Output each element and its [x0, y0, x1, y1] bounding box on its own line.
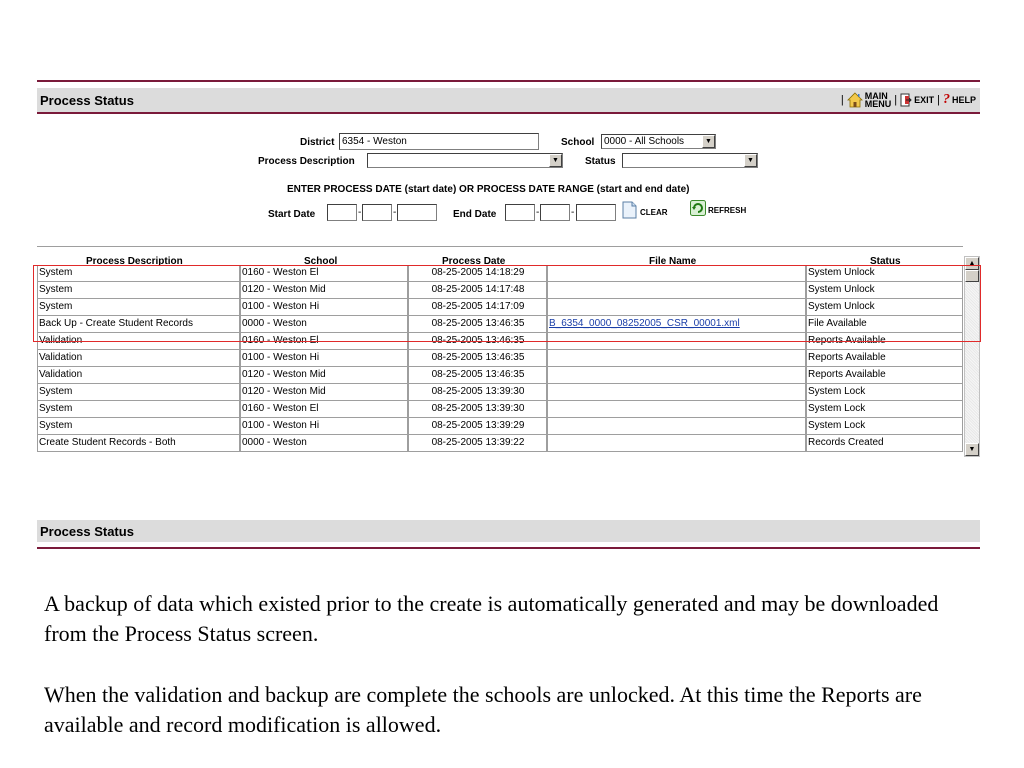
- help-label: HELP: [951, 95, 976, 105]
- footer-bar: [37, 520, 980, 550]
- table-row: [37, 418, 963, 435]
- cell-file-name: [547, 350, 806, 366]
- cell-process-description: Create Student Records - Both: [37, 435, 240, 451]
- cell-status: System Unlock: [806, 265, 963, 281]
- caption-paragraph-2: When the validation and backup are complete the schools are unlocked. At this time the Reports are available and record modification is allowed.: [44, 682, 922, 737]
- main-menu-label-2: MENU: [864, 99, 892, 109]
- header-links: | MAIN MENU | EXIT | ? HELP: [840, 91, 976, 109]
- file-download-link[interactable]: B_6354_0000_08252005_CSR_00001.xml: [549, 318, 740, 329]
- cell-process-description: System: [37, 418, 240, 434]
- cell-file-name: [547, 299, 806, 315]
- footer-title: Process Status: [40, 524, 134, 539]
- cell-file-name: [547, 367, 806, 383]
- filter-panel: District 6354 - Weston School 0000 - All Schools ▼ Process Description ▼ Status ▼ ENTER PROCESS DATE (start date) OR PROCESS DATE RANGE (start and end date) Start Date - - End Date - - CLEAR REFRESH: [0, 0, 1024, 240]
- cell-process-date: 08-25-2005 13:46:35: [408, 333, 547, 349]
- school-label: School: [561, 137, 595, 148]
- cell-school: 0100 - Weston Hi: [240, 418, 408, 434]
- cell-status: Records Created: [806, 435, 963, 451]
- table-row: [37, 401, 963, 418]
- cell-status: System Lock: [806, 384, 963, 400]
- cell-process-date: 08-25-2005 14:18:29: [408, 265, 547, 281]
- process-table: [37, 246, 980, 460]
- caption-paragraph-1: A backup of data which existed prior to the create is automatically generated and may be downloaded from the Process Status screen.: [44, 591, 939, 646]
- status-label: Status: [585, 156, 616, 167]
- cell-school: 0000 - Weston: [240, 435, 408, 451]
- cell-status: Reports Available: [806, 333, 963, 349]
- cell-file-name: [547, 401, 806, 417]
- table-scrollbar[interactable]: [964, 256, 980, 457]
- district-field[interactable]: 6354 - Weston: [339, 133, 539, 150]
- cell-process-description: Validation: [37, 350, 240, 366]
- cell-file-name: [547, 435, 806, 451]
- dropdown-arrow-icon: ▼: [549, 154, 562, 167]
- cell-status: System Unlock: [806, 299, 963, 315]
- cell-process-description: System: [37, 384, 240, 400]
- table-row: [37, 350, 963, 367]
- col-process-date: Process Date: [442, 256, 506, 265]
- cell-status: System Lock: [806, 418, 963, 434]
- date-instruction: ENTER PROCESS DATE (start date) OR PROCESS DATE RANGE (start and end date): [287, 184, 690, 195]
- cell-process-date: 08-25-2005 13:39:22: [408, 435, 547, 451]
- end-date-month[interactable]: [505, 204, 535, 221]
- table-row: [37, 299, 963, 316]
- cell-file-name: [547, 316, 806, 332]
- col-school: School: [304, 256, 338, 265]
- cell-school: 0160 - Weston El: [240, 265, 408, 281]
- cell-file-name: [547, 418, 806, 434]
- footer-band: [37, 520, 980, 542]
- refresh-button[interactable]: REFRESH: [708, 206, 747, 215]
- cell-process-date: 08-25-2005 13:39:29: [408, 418, 547, 434]
- table-row: [37, 265, 963, 282]
- col-status: Status: [870, 256, 901, 265]
- cell-school: 0120 - Weston Mid: [240, 384, 408, 400]
- dropdown-arrow-icon: ▼: [744, 154, 757, 167]
- cell-process-date: 08-25-2005 13:46:35: [408, 350, 547, 366]
- page-title: Process Status: [40, 93, 134, 108]
- start-date-label: Start Date: [268, 209, 316, 220]
- district-label: District: [300, 137, 335, 148]
- cell-file-name: [547, 384, 806, 400]
- cell-school: 0160 - Weston El: [240, 333, 408, 349]
- table-row: [37, 333, 963, 350]
- dropdown-arrow-icon: ▼: [702, 135, 715, 148]
- cell-process-date: 08-25-2005 14:17:09: [408, 299, 547, 315]
- exit-label: EXIT: [914, 95, 935, 105]
- cell-process-description: Back Up - Create Student Records: [37, 316, 240, 332]
- cell-process-description: System: [37, 401, 240, 417]
- cell-process-date: 08-25-2005 13:46:35: [408, 316, 547, 332]
- cell-school: 0100 - Weston Hi: [240, 299, 408, 315]
- status-select[interactable]: [622, 153, 758, 168]
- table-row: [37, 435, 963, 452]
- main-menu-label-1: MAIN: [864, 91, 888, 101]
- cell-school: 0120 - Weston Mid: [240, 367, 408, 383]
- clear-icon[interactable]: [622, 201, 637, 219]
- end-date-day[interactable]: [540, 204, 570, 221]
- cell-file-name: [547, 282, 806, 298]
- refresh-icon[interactable]: [690, 200, 706, 216]
- process-description-select[interactable]: [367, 153, 563, 168]
- cell-process-description: Validation: [37, 367, 240, 383]
- scroll-up-icon[interactable]: ▲: [965, 257, 979, 270]
- cell-school: 0100 - Weston Hi: [240, 350, 408, 366]
- scroll-down-icon[interactable]: ▼: [965, 443, 979, 456]
- school-select[interactable]: [601, 134, 716, 149]
- footer-divider: [37, 547, 980, 549]
- cell-process-description: System: [37, 299, 240, 315]
- cell-process-date: 08-25-2005 13:39:30: [408, 401, 547, 417]
- help-icon: ?: [942, 92, 950, 107]
- col-process-description: Process Description: [86, 256, 183, 265]
- start-date-year[interactable]: [397, 204, 437, 221]
- table-row: [37, 282, 963, 299]
- cell-process-date: 08-25-2005 13:46:35: [408, 367, 547, 383]
- cell-status: System Lock: [806, 401, 963, 417]
- table-row: [37, 316, 963, 333]
- cell-process-description: Validation: [37, 333, 240, 349]
- start-date-month[interactable]: [327, 204, 357, 221]
- cell-school: 0160 - Weston El: [240, 401, 408, 417]
- cell-status: File Available: [806, 316, 963, 332]
- table-row: [37, 384, 963, 401]
- school-select-value: 0000 - All Schools: [604, 136, 685, 147]
- cell-school: 0120 - Weston Mid: [240, 282, 408, 298]
- end-date-label: End Date: [453, 209, 497, 220]
- scroll-thumb[interactable]: [965, 270, 979, 282]
- cell-process-date: 08-25-2005 14:17:48: [408, 282, 547, 298]
- cell-status: System Unlock: [806, 282, 963, 298]
- cell-status: Reports Available: [806, 367, 963, 383]
- table-row: [37, 367, 963, 384]
- cell-school: 0000 - Weston: [240, 316, 408, 332]
- cell-file-name: [547, 265, 806, 281]
- cell-process-description: System: [37, 265, 240, 281]
- start-date-day[interactable]: [362, 204, 392, 221]
- cell-status: Reports Available: [806, 350, 963, 366]
- table-header: [37, 246, 963, 265]
- cell-process-description: System: [37, 282, 240, 298]
- end-date-year[interactable]: [576, 204, 616, 221]
- cell-file-name: [547, 333, 806, 349]
- cell-process-date: 08-25-2005 13:39:30: [408, 384, 547, 400]
- col-file-name: File Name: [649, 256, 697, 265]
- clear-button[interactable]: CLEAR: [640, 208, 668, 217]
- process-description-label: Process Description: [258, 156, 355, 167]
